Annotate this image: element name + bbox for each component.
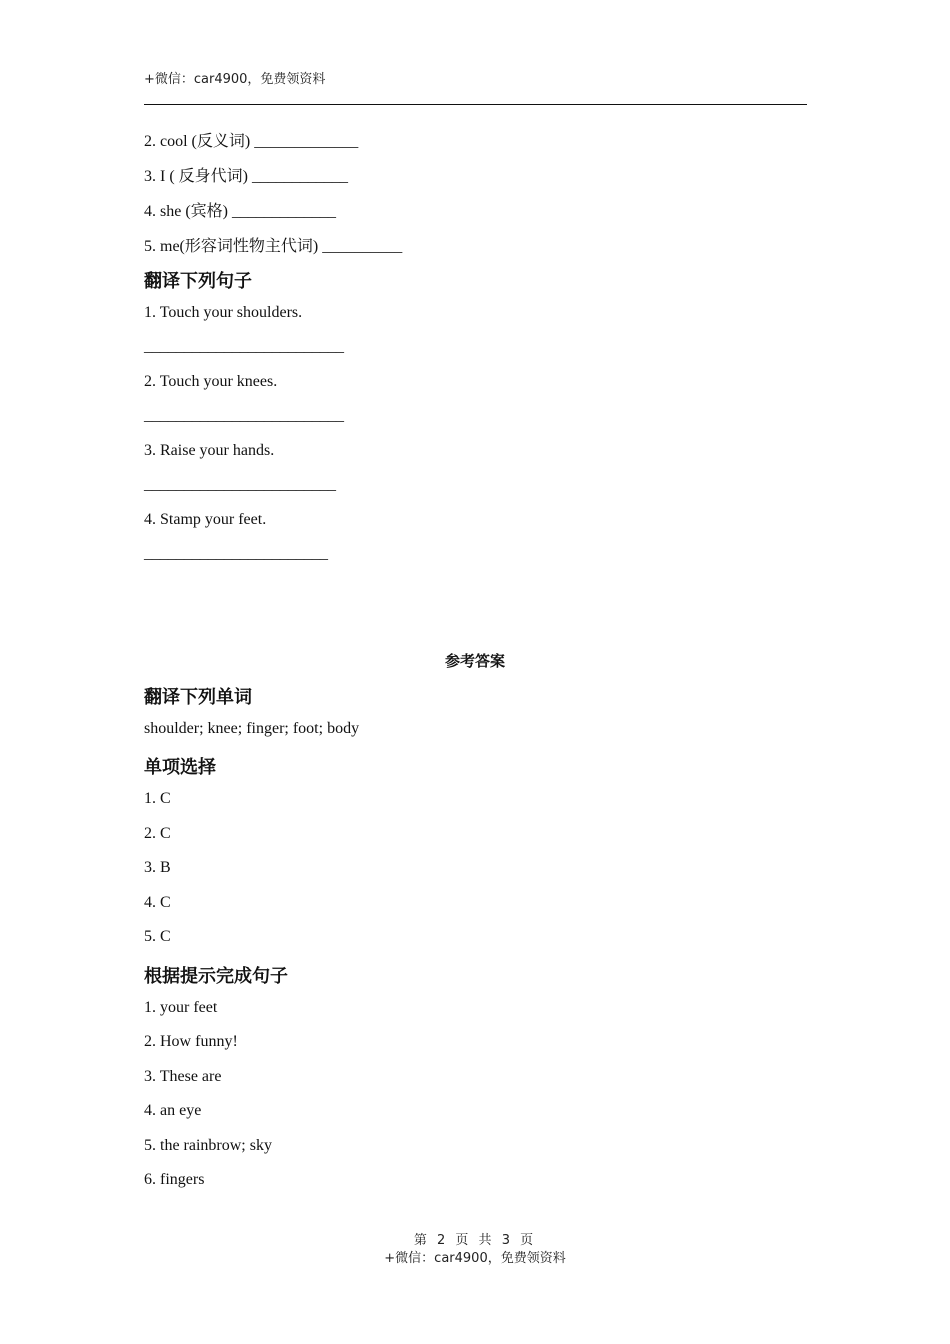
- answer-section-title: 根据提示完成句子: [144, 966, 288, 987]
- answer-line: 4. C: [144, 894, 171, 911]
- answer-line: 3. These are: [144, 1068, 222, 1085]
- answers-title: 参考答案: [444, 652, 505, 670]
- exercise-line: 3. I ( 反身代词) ____________: [144, 168, 348, 185]
- answer-blank: ________________________: [144, 476, 336, 493]
- answer-blank: _________________________: [144, 407, 344, 424]
- answer-section-title: 翻译下列单词: [144, 687, 252, 708]
- exercise-line: 4. she (宾格) _____________: [144, 203, 336, 220]
- answer-line: 3. B: [144, 859, 171, 876]
- footer-note: +微信：car4900，免费领资料: [384, 1251, 566, 1266]
- answer-line: shoulder; knee; finger; foot; body: [144, 720, 360, 737]
- answer-line: 1. your feet: [144, 999, 218, 1016]
- answer-line: 1. C: [144, 790, 171, 807]
- answer-line: 2. How funny!: [144, 1033, 238, 1050]
- exercise-line: 2. cool (反义词) _____________: [144, 133, 359, 150]
- sentence-question: 1. Touch your shoulders.: [144, 304, 303, 321]
- answer-line: 2. C: [144, 825, 171, 842]
- header-rule: [144, 104, 807, 105]
- answer-line: 4. an eye: [144, 1102, 202, 1119]
- page-number: 第 2 页 共 3 页: [413, 1233, 537, 1248]
- sentence-question: 3. Raise your hands.: [144, 442, 275, 459]
- answer-line: 5. C: [144, 928, 171, 945]
- answer-section-title: 单项选择: [144, 757, 216, 778]
- section-title-translate-sentences: 翻译下列句子: [144, 271, 252, 292]
- answer-blank: _______________________: [144, 545, 328, 562]
- sentence-question: 2. Touch your knees.: [144, 373, 278, 390]
- answer-blank: _________________________: [144, 338, 344, 355]
- sentence-question: 4. Stamp your feet.: [144, 511, 267, 528]
- answer-line: 6. fingers: [144, 1171, 205, 1188]
- header-note: +微信：car4900，免费领资料: [144, 72, 326, 87]
- exercise-line: 5. me(形容词性物主代词) __________: [144, 238, 403, 255]
- answer-line: 5. the rainbrow; sky: [144, 1137, 272, 1154]
